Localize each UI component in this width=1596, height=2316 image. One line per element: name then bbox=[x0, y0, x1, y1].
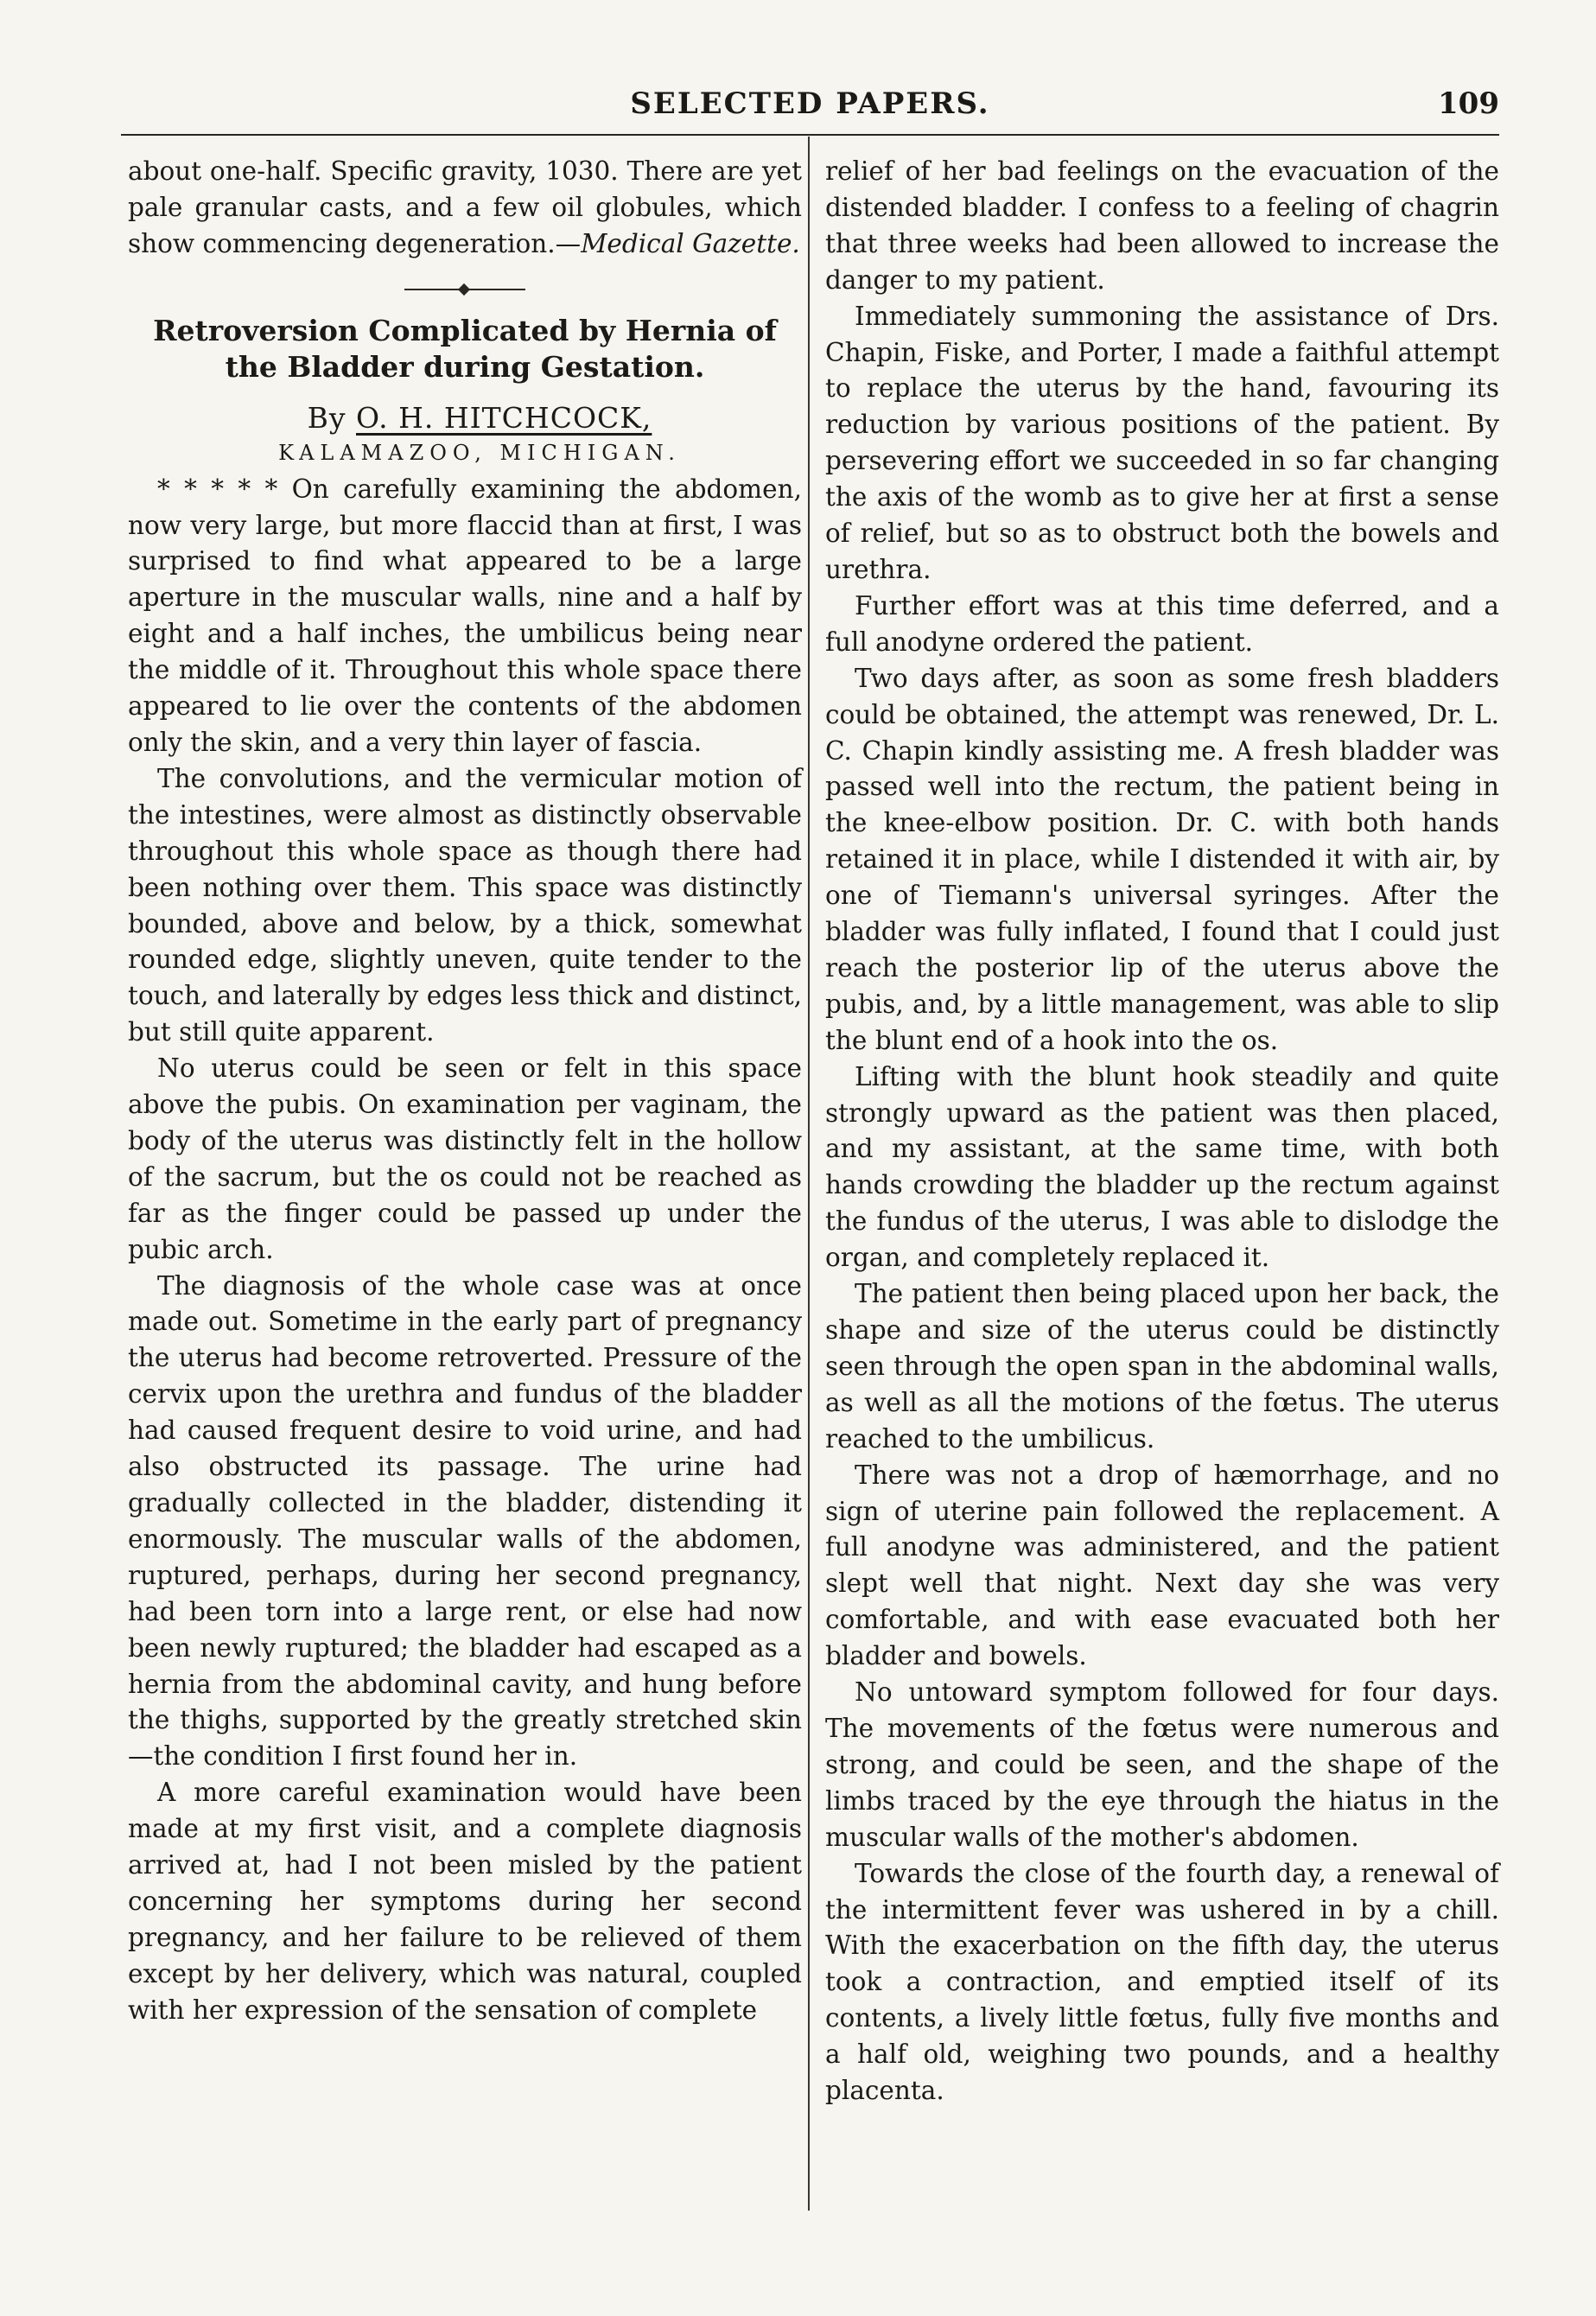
author-name: O. H. HITCHCOCK, bbox=[355, 400, 652, 435]
body-paragraph: The diagnosis of the whole case was at once made out. Sometime in the early part of pregnancy the uterus had become retroverted. Pressure of the cervix upon the urethra and fundus of the bladder had caused frequent desire to void urine, and had also obstructed its passage. The urine had gradually collected in the bladder, distending it enormously. The muscular walls of the abdomen, ruptured, perhaps, during her second pregnancy, had been torn into a large rent, or else had now been newly ruptured; the bladder had escaped as a hernia from the abdominal cavity, and hung before the thighs, supported by the greatly stretched skin—the condition I first found her in. bbox=[128, 1270, 802, 1772]
body-paragraph: No untoward symptom followed for four days. The movements of the fœtus were numerous and strong, and could be seen, and the shape of the limbs traced by the eye through the hiatus in the muscular walls of the mother's abdomen. bbox=[825, 1677, 1499, 1852]
byline bbox=[128, 401, 802, 436]
right-column bbox=[825, 154, 1499, 2109]
section-divider bbox=[404, 289, 525, 290]
body-paragraph: A more careful examination would have been made at my first visit, and a complete diagnosis arrived at, had I not been misled by the patient concerning her symptoms during her second pregnancy, and her failure to be relieved of them except by her delivery, which was natural, coupled with her expression of the sensation of complete bbox=[128, 1778, 802, 2025]
page-number: 109 bbox=[1438, 86, 1499, 121]
citation: Medical Gazette. bbox=[581, 228, 800, 258]
body-paragraph: * * * * * On carefully examining the abdomen, now very large, but more flaccid than at first, I was surprised to find what appeared to be a large aperture in the muscular walls, nine and a half by eight and a half inches, the umbilicus being near the middle of it. Throughout this whole space there appeared to lie over the contents of the abdomen only the skin, and a very thin layer of fascia. bbox=[128, 474, 802, 757]
article-title: Retroversion Complicated by Hernia of the Bladder during Gestation. bbox=[153, 313, 777, 384]
running-title: SELECTED PAPERS. bbox=[630, 86, 990, 121]
body-paragraph: No uterus could be seen or felt in this space above the pubis. On examination per vaginam, the body of the uterus was distinctly felt in the hollow of the sacrum, but the os could not be reached as far as the finger could be passed up under the pubic arch. bbox=[128, 1053, 802, 1264]
body-paragraph: Towards the close of the fourth day, a renewal of the intermittent fever was ushered in by a chill. With the exacerbation on the fifth day, the uterus took a contraction, and emptied itself of its contents, a lively little fœtus, fully five months and a half old, weighing two pounds, and a healthy placenta. bbox=[825, 1858, 1499, 2106]
body-paragraph: Two days after, as soon as some fresh bladders could be obtained, the attempt was renewed, Dr. L. C. Chapin kindly assisting me. A fresh bladder was passed well into the rectum, the patient being in the knee-elbow position. Dr. C. with both hands retained it in place, while I distended it with air, by one of Tiemann's universal syringes. After the bladder was fully inflated, I found that I could just reach the posterior lip of the uterus above the pubis, and, by a little management, was able to slip the blunt end of a hook into the os. bbox=[825, 663, 1499, 1055]
left-column bbox=[128, 154, 802, 2029]
body-paragraph: Lifting with the blunt hook steadily and quite strongly upward as the patient was then placed, and my assistant, at the same time, with both hands crowding the bladder up the rectum against the fundus of the uterus, I was able to dislodge the organ, and completely replaced it. bbox=[825, 1061, 1499, 1273]
body-paragraph: Further effort was at this time deferred, and a full anodyne ordered the patient. bbox=[825, 590, 1499, 657]
running-head bbox=[121, 86, 1499, 128]
byline-prefix: By bbox=[307, 400, 347, 435]
continued-paragraph: relief of her bad feelings on the evacuation of the distended bladder. I confess to a feeling of chagrin that three weeks had been allowed to increase the danger to my patient. bbox=[825, 156, 1499, 295]
body-paragraph: There was not a drop of hæmorrhage, and no sign of uterine pain followed the replacement. A full anodyne was administered, and the patient slept well that night. Next day she was very comfortable, and with ease evacuated both her bladder and bowels. bbox=[825, 1460, 1499, 1671]
column-divider bbox=[808, 137, 810, 2211]
body-paragraph: The convolutions, and the vermicular motion of the intestines, were almost as distinctly observable throughout this whole space as though there had been nothing over them. This space was distinctly bounded, above and below, by a thick, somewhat rounded edge, slightly uneven, quite tender to the touch, and laterally by edges less thick and distinct, but still quite apparent. bbox=[128, 763, 802, 1047]
continued-text: about one-half. Specific gravity, 1030. There are yet pale granular casts, and a few oil globules, which show commencing degeneration.— bbox=[128, 156, 802, 258]
header-rule bbox=[121, 134, 1499, 136]
continued-paragraph bbox=[128, 154, 802, 263]
author-location: KALAMAZOO, MICHIGAN. bbox=[278, 440, 681, 465]
body-paragraph: The patient then being placed upon her back, the shape and size of the uterus could be distinctly seen through the open span in the abdominal walls, as well as all the motions of the fœtus. The uterus reached to the umbilicus. bbox=[825, 1279, 1499, 1454]
body-paragraph: Immediately summoning the assistance of Drs. Chapin, Fiske, and Porter, I made a faithful attempt to replace the uterus by the hand, favouring its reduction by various positions of the patient. By persevering effort we succeeded in so far changing the axis of the womb as to give her at first a sense of relief, but so as to obstruct both the bowels and urethra. bbox=[825, 301, 1499, 584]
